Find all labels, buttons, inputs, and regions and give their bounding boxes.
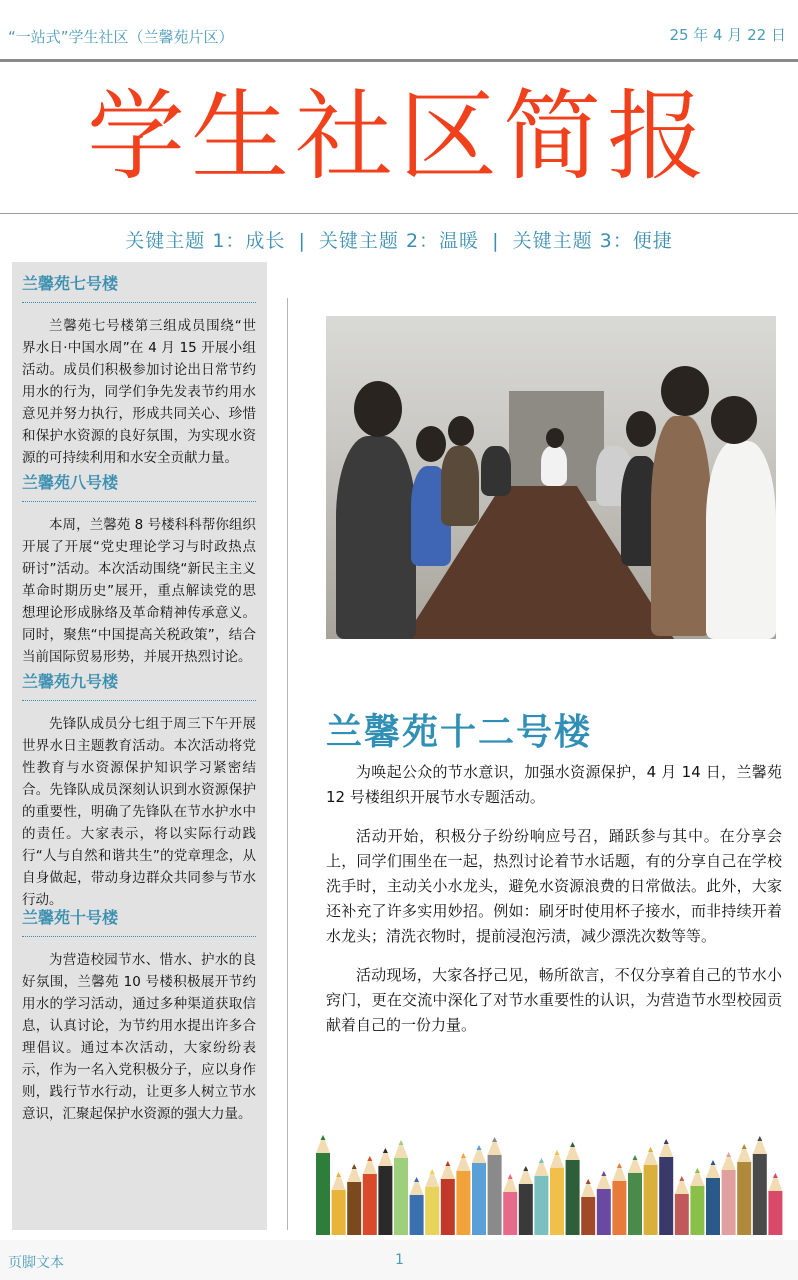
theme-separator: | xyxy=(492,230,500,252)
article-paragraph: 为唤起公众的节水意识，加强水资源保护，4 月 14 日，兰馨苑 12 号楼组织开展节水专题活动。 xyxy=(326,763,782,806)
section-body: 兰馨苑七号楼第三组成员围绕“世界水日·中国水周”在 4 月 15 开展小组活动。成员们积极参加讨论出日常节约用水的行为，同学们争先发表节约用水意见并努力执行，形成共同关心、珍惜和保护水资源的良好氛围，为实现水资源的可持续利用和水安全贡献力量。 xyxy=(22,318,256,466)
pencil-body xyxy=(628,1173,642,1235)
pencil-lead xyxy=(695,1168,700,1173)
pencil-lead xyxy=(477,1145,482,1150)
pencil-lead xyxy=(492,1137,497,1142)
column-divider xyxy=(287,298,288,1230)
pencil-lead xyxy=(539,1158,544,1163)
pencil-lead xyxy=(586,1179,591,1184)
section-body: 本周，兰馨苑 8 号楼科科帮你组织开展了开展“党史理论学习与时政热点研讨”活动。本次活动围绕“新民主主义革命时期历史”展开，重点解读党的思想理论形成脉络及革命精神传承意义。同时，聚焦“中国提高关税政策”，结合当前国际贸易形势，并展开热烈讨论。 xyxy=(22,517,256,665)
photo-person xyxy=(441,446,479,526)
section-title: 兰馨苑九号楼 xyxy=(22,669,256,701)
pencil-lead xyxy=(757,1136,762,1141)
pencil-lead xyxy=(367,1156,372,1161)
pencil-lead xyxy=(430,1169,435,1174)
pencil-lead xyxy=(773,1173,778,1178)
theme-3: 关键主题 3：便捷 xyxy=(512,230,673,252)
page-number: 1 xyxy=(395,1252,404,1268)
article-paragraph: 活动开始，积极分子纷纷响应号召，踊跃参与其中。在分享会上，同学们围坐在一起，热烈讨论着节水话题，有的分享自己在学校洗手时，主动关小水龙头，避免水资源浪费的日常做法。此外，大家还补充了许多实用妙招。例如：刷牙时使用杯子接水，而非持续开着水龙头；清洗衣物时，提前浸泡污渍，减少漂洗次数等等。 xyxy=(326,827,782,945)
pencil-body xyxy=(363,1174,377,1235)
pencil-lead xyxy=(679,1176,684,1181)
pencil-body xyxy=(503,1192,517,1235)
photo-head xyxy=(416,426,446,462)
pencil-body xyxy=(597,1189,611,1235)
pencil-lead xyxy=(461,1153,466,1158)
key-themes xyxy=(0,226,798,253)
pencil-body xyxy=(332,1190,346,1235)
pencil-lead xyxy=(399,1140,404,1145)
photo-person xyxy=(336,436,416,639)
theme-separator: | xyxy=(298,230,306,252)
pencil-body xyxy=(488,1155,502,1235)
pencil-body xyxy=(753,1154,767,1235)
article-paragraph: 活动现场，大家各抒己见，畅所欲言，不仅分享着自己的节水小窍门，更在交流中深化了对节水重要性的认识，为营造节水型校园贡献着自己的一份力量。 xyxy=(326,966,782,1034)
pencil-lead xyxy=(336,1172,341,1177)
photo-head xyxy=(661,366,709,416)
pencil-lead xyxy=(508,1174,513,1179)
pencil-body xyxy=(394,1158,408,1235)
pencil-lead xyxy=(555,1150,560,1155)
pencil-body xyxy=(550,1168,564,1235)
sidebar xyxy=(12,262,267,1230)
pencil-lead xyxy=(414,1177,419,1182)
theme-1: 关键主题 1：成长 xyxy=(125,230,286,252)
pencil-body xyxy=(378,1166,392,1235)
title-rule xyxy=(0,213,798,214)
pencil-lead xyxy=(617,1163,622,1168)
pencil-lead xyxy=(633,1155,638,1160)
photo-head xyxy=(448,416,474,446)
photo-head xyxy=(626,411,656,447)
sidebar-section-building-7 xyxy=(22,271,256,469)
pencil-body xyxy=(425,1187,439,1235)
section-title: 兰馨苑七号楼 xyxy=(22,271,256,303)
photo-person xyxy=(481,446,511,496)
colored-pencils-illustration xyxy=(312,1115,790,1235)
pencil-body xyxy=(347,1182,361,1235)
pencil-body xyxy=(737,1162,751,1235)
pencil-body xyxy=(768,1191,782,1235)
sidebar-section-building-9 xyxy=(22,669,256,911)
section-body: 先锋队成员分七组于周三下午开展世界水日主题教育活动。本次活动将党性教育与水资源保护知识学习紧密结合。先锋队成员深刻认识到水资源保护的重要性，明确了先锋队在节水护水中的责任。大家表示，将以实际行动践行“人与自然和谐共生”的党章理念，从自身做起，带动身边群众共同参与节水行动。 xyxy=(22,716,256,908)
header-date: 25 年 4 月 22 日 xyxy=(669,26,786,44)
header-left-text: “一站式”学生社区（兰馨苑片区） xyxy=(8,28,234,46)
footer-text: 页脚文本 xyxy=(8,1255,64,1271)
sidebar-section-building-8 xyxy=(22,470,256,668)
pencil-lead xyxy=(383,1148,388,1153)
pencil-lead xyxy=(648,1147,653,1152)
pencil-lead xyxy=(352,1164,357,1169)
pencil-lead xyxy=(570,1142,575,1147)
theme-2: 关键主题 2：温暖 xyxy=(318,230,480,252)
pencil-lead xyxy=(601,1171,606,1176)
pencil-body xyxy=(706,1178,720,1235)
pencil-body xyxy=(690,1186,704,1235)
pencil-lead xyxy=(742,1144,747,1149)
pencil-lead xyxy=(445,1161,450,1166)
pencil-lead xyxy=(664,1139,669,1144)
pencil-body xyxy=(410,1195,424,1235)
activity-photo xyxy=(326,316,776,639)
section-title: 兰馨苑八号楼 xyxy=(22,470,256,502)
pencil-body xyxy=(441,1179,455,1235)
photo-person xyxy=(706,441,776,639)
pencil-body xyxy=(581,1197,595,1235)
pencil-lead xyxy=(726,1152,731,1157)
pencil-lead xyxy=(321,1135,326,1140)
section-body: 为营造校园节水、惜水、护水的良好氛围，兰馨苑 10 号楼积极展开节约用水的学习活动，通过多种渠道获取信息，认真讨论，为节约用水提出许多合理倡议。通过本次活动，大家纷纷表示，作为一名入党积极分子，应以身作则，践行节水行动，让更多人树立节水意识，汇聚起保护水资源的强大力量。 xyxy=(22,952,256,1122)
pencil-body xyxy=(456,1171,470,1235)
sidebar-section-building-10 xyxy=(22,905,256,1125)
pencil-body xyxy=(519,1184,533,1235)
pencil-body xyxy=(659,1157,673,1235)
pencil-lead xyxy=(523,1166,528,1171)
photo-head xyxy=(711,396,757,444)
pencil-body xyxy=(612,1181,626,1235)
pencil-lead xyxy=(711,1160,716,1165)
photo-head xyxy=(354,381,402,437)
pencil-body xyxy=(534,1176,548,1235)
pencil-body xyxy=(472,1163,486,1235)
section-title: 兰馨苑十号楼 xyxy=(22,905,256,937)
article-title: 兰馨苑十二号楼 xyxy=(326,712,593,753)
pencil-body xyxy=(722,1170,736,1235)
pencil-body xyxy=(644,1165,658,1235)
pencil-body xyxy=(675,1194,689,1235)
photo-person xyxy=(541,446,567,486)
pencil-body xyxy=(566,1160,580,1235)
article-body xyxy=(326,760,782,1052)
pencil-body xyxy=(316,1153,330,1235)
newsletter-title: 学生社区简报 xyxy=(86,80,711,194)
photo-head xyxy=(546,428,564,448)
photo-person xyxy=(651,416,711,636)
